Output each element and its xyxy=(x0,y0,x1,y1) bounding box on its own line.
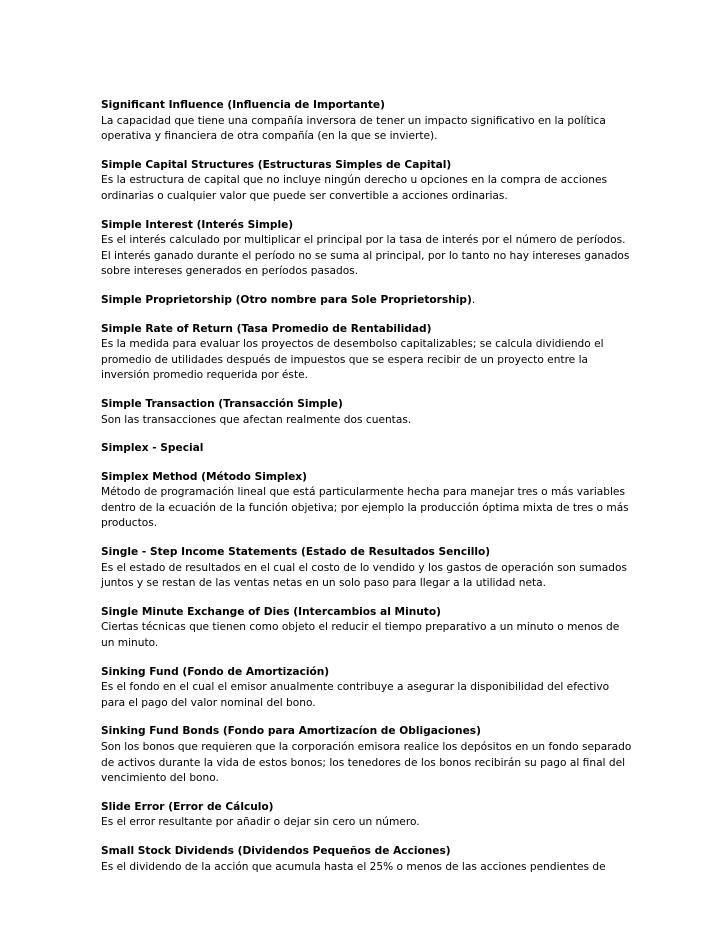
entry-definition xyxy=(101,173,641,204)
entry-term: Single - Step Income Statements (Estado de Resultados Sencillo) xyxy=(101,546,491,559)
glossary-entry-sinking-fund-bonds xyxy=(101,724,641,786)
glossary-entry-simplex-special xyxy=(101,441,641,457)
definition-line: Ciertas técnicas que tienen como objeto el reducir el tiempo preparativo a un minuto o menos de xyxy=(101,621,620,634)
glossary-entry-simple-interest xyxy=(101,218,641,280)
definition-line: productos. xyxy=(101,517,158,530)
entry-definition xyxy=(101,114,641,145)
definition-line: para el pago del valor nominal del bono. xyxy=(101,696,316,709)
definition-line: Es el fondo en el cual el emisor anualmente contribuye a asegurar la disponibilidad del efectivo xyxy=(101,681,610,694)
definition-line: juntos y se restan de las ventas netas en un solo paso para llegar a la utilidad neta. xyxy=(101,577,547,590)
definition-line: Es el interés calculado por multiplicar el principal por la tasa de interés por el número de períodos. xyxy=(101,234,626,247)
definition-line: vencimiento del bono. xyxy=(101,772,219,785)
definition-line: Es el error resultante por añadir o dejar sin cero un número. xyxy=(101,816,420,829)
definition-line: operativa y financiera de otra compañía (en la que se invierte). xyxy=(101,130,438,143)
entry-definition xyxy=(101,561,641,592)
definition-line: El interés ganado durante el período no se suma al principal, por lo tanto no hay intereses ganados xyxy=(101,249,630,262)
definition-line: Son los bonos que requieren que la corporación emisora realice los depósitos en un fondo separado xyxy=(101,741,632,753)
entry-term-line xyxy=(101,293,641,309)
entry-term: Simple Proprietorship (Otro nombre para Sole Proprietorship) xyxy=(101,293,472,306)
entry-term: Sinking Fund Bonds (Fondo para Amortizacíon de Obligaciones) xyxy=(101,725,481,738)
entry-term: Significant Influence (Influencia de Importante) xyxy=(101,99,385,111)
definition-line: Es el estado de resultados en el cual el costo de lo vendido y los gastos de operación son sumados xyxy=(101,561,627,574)
glossary-entry-single-minute-exchange-of-dies xyxy=(101,605,641,652)
definition-line: Es el dividendo de la acción que acumula hasta el 25% o menos de las acciones pendientes de xyxy=(101,860,606,873)
entry-term: Small Stock Dividends (Dividendos Pequeños de Acciones) xyxy=(101,844,451,857)
entry-term: Sinking Fund (Fondo de Amortización) xyxy=(101,665,330,678)
entry-term: Simple Rate of Return (Tasa Promedio de Rentabilidad) xyxy=(101,322,432,335)
entry-definition xyxy=(101,680,641,711)
entry-definition xyxy=(101,860,641,876)
glossary-entry-slide-error xyxy=(101,800,641,831)
definition-line: promedio de utilidades después de impuestos que se espera recibir de un proyecto entre la xyxy=(101,353,589,366)
definition-line: sobre intereses generados en períodos pasados. xyxy=(101,265,359,278)
entry-term: Slide Error (Error de Cálculo) xyxy=(101,800,274,813)
glossary-entry-sinking-fund xyxy=(101,665,641,712)
definition-line: dentro de la ecuación de la función objetiva; por ejemplo la producción óptima mixta de tres o más xyxy=(101,501,629,514)
definition-line: inversión promedio requerida por éste. xyxy=(101,369,308,382)
entry-term: Simplex Method (Método Simplex) xyxy=(101,470,307,483)
glossary-entry-simple-rate-of-return xyxy=(101,322,641,384)
entry-term: Simplex - Special xyxy=(101,442,204,455)
definition-line: La capacidad que tiene una compañía inversora de tener un impacto significativo en la política xyxy=(101,114,606,127)
definition-line: Es la estructura de capital que no incluye ningún derecho u opciones en la compra de acciones xyxy=(101,174,607,187)
entry-definition xyxy=(101,740,641,787)
glossary-entry-simple-capital-structures xyxy=(101,158,641,205)
definition-line: de activos durante la vida de estos bonos; los tenedores de los bonos recibirán su pago al final del xyxy=(101,756,626,769)
entry-term: Simple Transaction (Transacción Simple) xyxy=(101,397,343,410)
glossary-entry-simplex-method xyxy=(101,470,641,532)
glossary-entry-significant-influence xyxy=(101,98,641,145)
glossary-entry-simple-transaction xyxy=(101,397,641,428)
entry-term: Single Minute Exchange of Dies (Intercambios al Minuto) xyxy=(101,605,441,618)
entry-definition xyxy=(101,337,641,384)
entry-term-suffix: . xyxy=(471,293,476,306)
definition-line: ordinarias o cualquier valor que puede ser convertible a acciones ordinarias. xyxy=(101,189,508,202)
definition-line: Es la medida para evaluar los proyectos de desembolso capitalizables; se calcula dividiendo el xyxy=(101,338,604,351)
entry-definition xyxy=(101,485,641,532)
entry-term: Simple Interest (Interés Simple) xyxy=(101,218,294,231)
entry-definition xyxy=(101,413,641,429)
definition-line: Método de programación lineal que está particularmente hecha para manejar tres o más variables xyxy=(101,486,625,499)
glossary-entry-simple-proprietorship xyxy=(101,293,641,309)
entry-definition xyxy=(101,620,641,651)
entry-term: Simple Capital Structures (Estructuras Simples de Capital) xyxy=(101,158,452,171)
glossary-entry-small-stock-dividends xyxy=(101,844,641,875)
entry-definition xyxy=(101,815,641,831)
glossary-page xyxy=(101,98,641,888)
entry-definition xyxy=(101,233,641,280)
definition-line: Son las transacciones que afectan realmente dos cuentas. xyxy=(101,413,412,426)
glossary-entry-single-step-income-statements xyxy=(101,545,641,592)
definition-line: un minuto. xyxy=(101,637,159,650)
